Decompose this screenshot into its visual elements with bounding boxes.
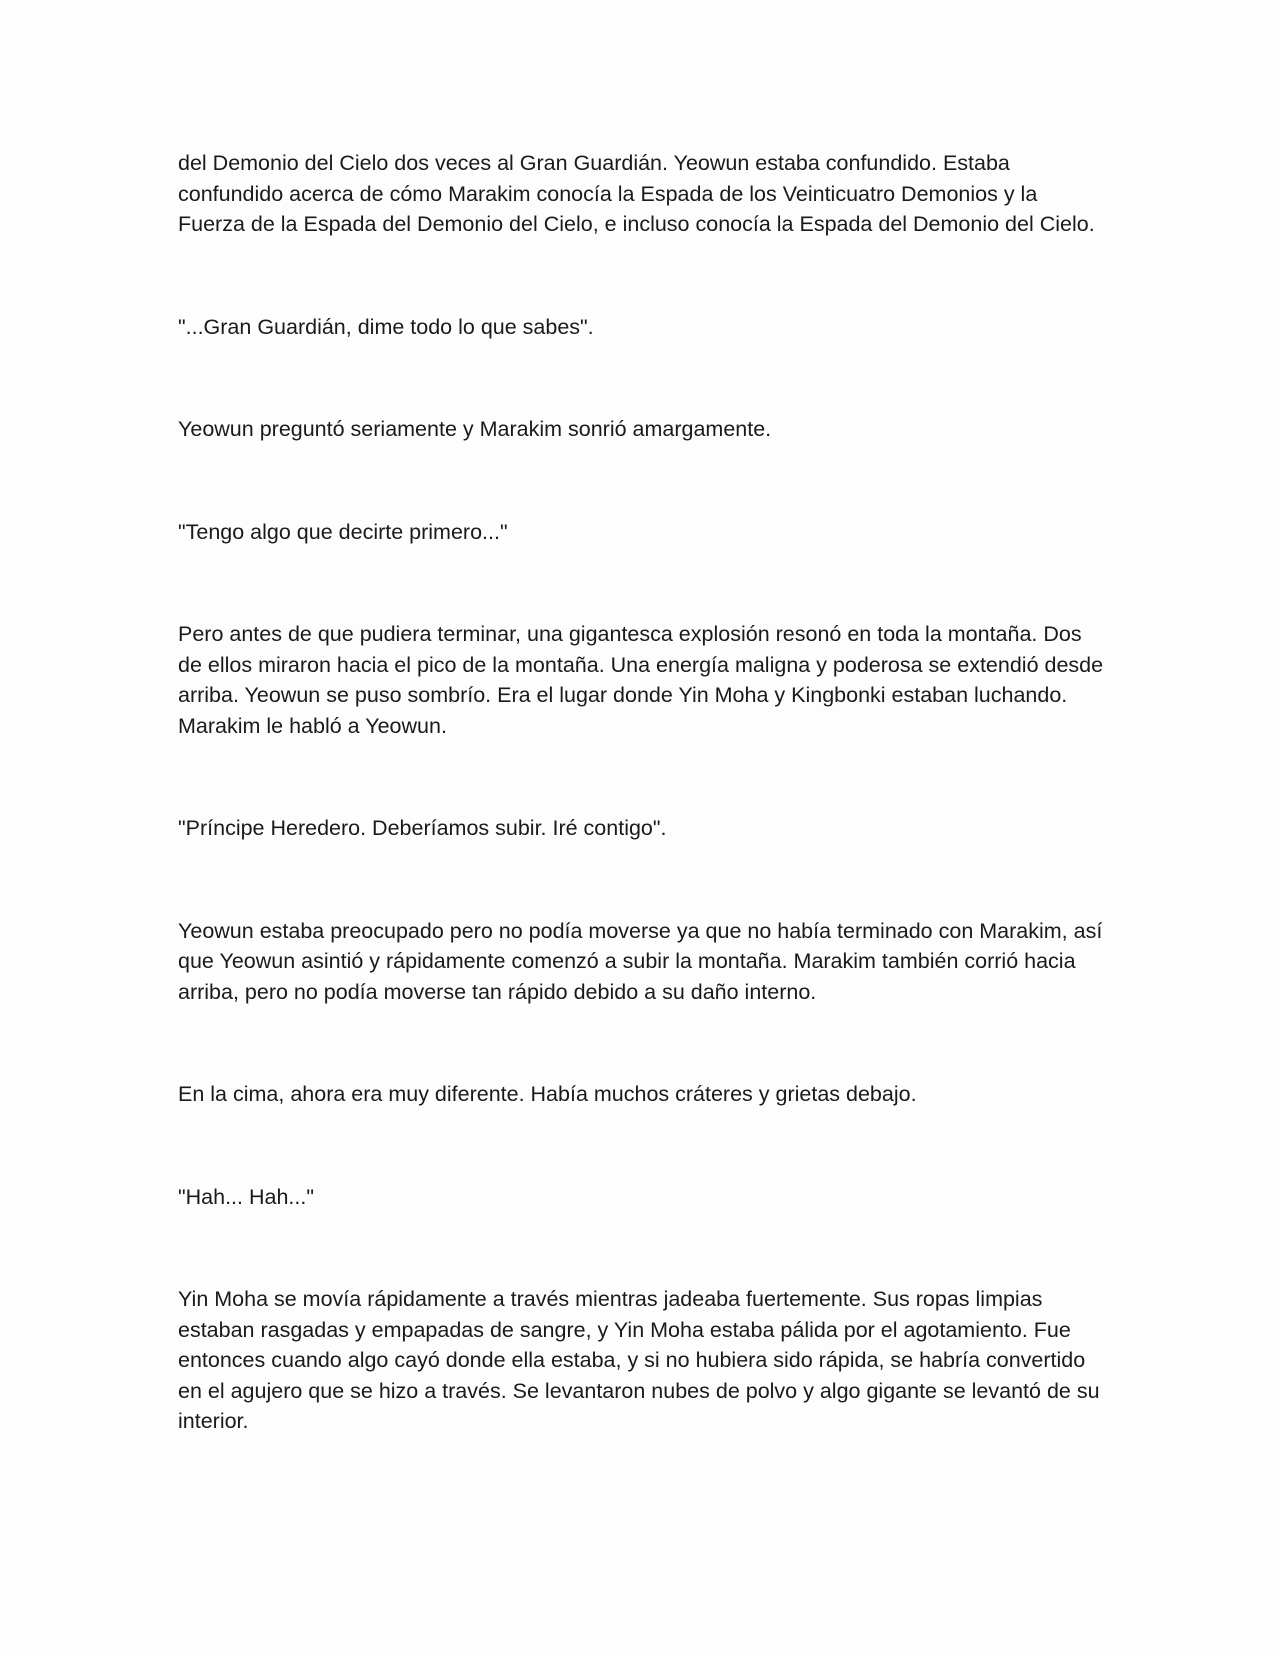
paragraph-6: "Príncipe Heredero. Deberíamos subir. Iré contigo".	[178, 816, 667, 840]
paragraph-10: Yin Moha se movía rápidamente a través mientras jadeaba fuertemente. Sus ropas limpias estaban rasgadas y empapadas de sangre, y Yin Moha estaba pálida por el agotamiento. Fue entonces cuando algo cayó donde ella estaba, y si no hubiera sido rápida, se habría convertido en el agujero que se hizo a través. Se levantaron nubes de polvo y algo gigante se levantó de su interior.	[178, 1287, 1100, 1433]
paragraph-2: "...Gran Guardián, dime todo lo que sabes".	[178, 314, 594, 339]
paragraph-1: del Demonio del Cielo dos veces al Gran Guardián. Yeowun estaba confundido. Estaba confundido acerca de cómo Marakim conocía la Espada de los Veinticuatro Demonios y la Fuerza de la Espada del Demonio del Cielo, e incluso conocía la Espada del Demonio del Cielo.	[178, 151, 1095, 236]
paragraph-5: Pero antes de que pudiera terminar, una gigantesca explosión resonó en toda la montaña. Dos de ellos miraron hacia el pico de la montaña. Una energía maligna y poderosa se extendió desde arriba. Yeowun se puso sombrío. Era el lugar donde Yin Moha y Kingbonki estaban luchando. Marakim le habló a Yeowun.	[178, 622, 1104, 738]
paragraph-4: "Tengo algo que decirte primero..."	[178, 519, 508, 544]
paragraph-7: Yeowun estaba preocupado pero no podía moverse ya que no había terminado con Marakim, así que Yeowun asintió y rápidamente comenzó a subir la montaña. Marakim también corrió hacia arriba, pero no podía moverse tan rápido debido a su daño interno.	[178, 918, 1103, 1004]
paragraph-8: En la cima, ahora era muy diferente. Había muchos cráteres y grietas debajo.	[178, 1082, 917, 1106]
paragraph-9: "Hah... Hah..."	[178, 1184, 314, 1209]
paragraph-3: Yeowun preguntó seriamente y Marakim sonrió amargamente.	[178, 417, 772, 441]
document-body	[178, 148, 1108, 1437]
